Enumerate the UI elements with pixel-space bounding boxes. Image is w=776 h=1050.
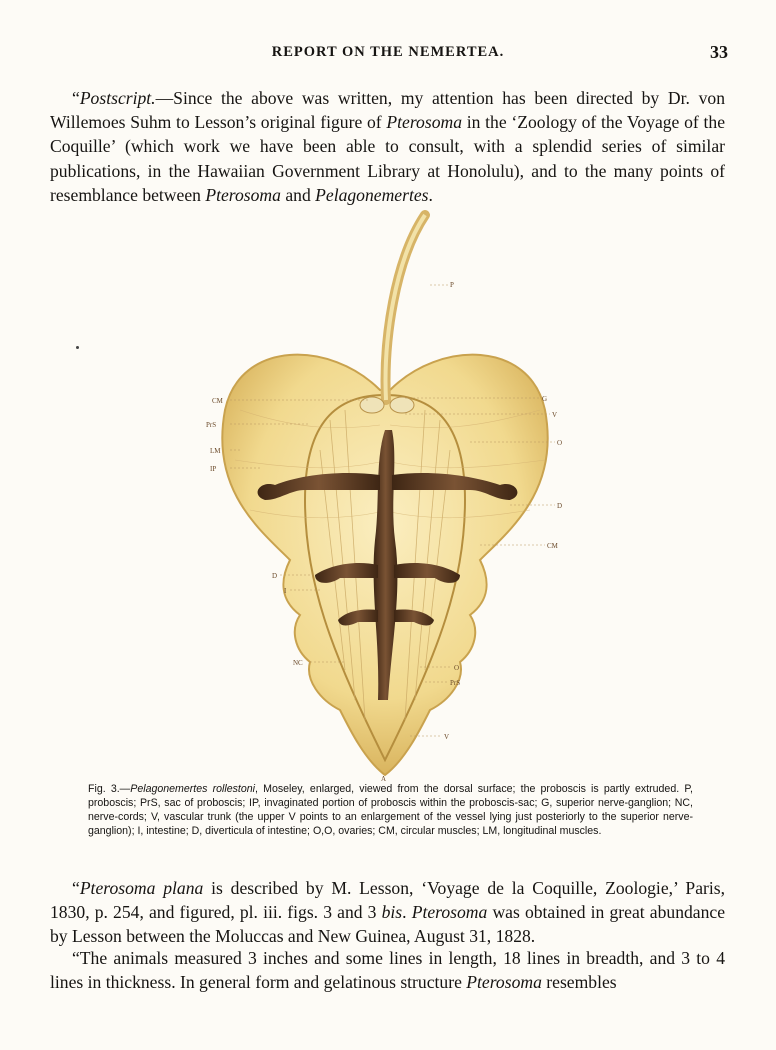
text-run-italic: Pelagonemertes <box>315 184 429 205</box>
label-p: P <box>450 281 454 289</box>
ganglion-right <box>390 397 414 413</box>
label-o: O <box>557 439 563 447</box>
label-d-left: D <box>272 572 278 580</box>
figure-illustration <box>180 200 600 790</box>
text-run: resembles <box>541 972 617 993</box>
printer-mark <box>76 346 79 349</box>
label-prs: PrS <box>206 421 217 429</box>
running-header <box>48 42 728 66</box>
text-run: is described by M. Lesson, ‘Voyage de la Coquille, Zoologie,’ Paris, 1830, p. 254, and figured, pl. iii. figs. 3 and 3 <box>50 878 725 923</box>
text-run: . <box>428 184 433 205</box>
label-cm-right: CM <box>547 542 558 550</box>
label-a: A <box>381 775 387 783</box>
label-o-lower: O <box>454 664 460 672</box>
postscript-paragraph <box>50 86 725 207</box>
text-run: was obtained in great abundance by Lesson between the Moluccas and New Guinea, August 31, 1828. <box>50 902 726 947</box>
ganglion-left <box>360 397 384 413</box>
text-run-italic: Pterosoma <box>466 972 542 993</box>
label-nc: NC <box>293 659 303 667</box>
text-run-italic: Pterosoma <box>205 184 281 205</box>
text-run-italic: Pterosoma <box>386 112 462 133</box>
text-run-italic: Pterosoma plana <box>79 878 204 898</box>
text-run: “ <box>72 88 80 108</box>
label-ip: IP <box>210 465 217 473</box>
label-lm: LM <box>210 447 221 455</box>
label-i: I <box>284 587 287 595</box>
label-cm: CM <box>212 397 223 405</box>
label-v: V <box>552 411 558 419</box>
lesson-paragraph <box>50 876 725 949</box>
label-g: G <box>542 395 548 403</box>
text-run: “The animals measured 3 inches and some lines in length, 18 lines in breadth, and 3 to 4 lines in thickness. In general form and gelatinous structure <box>50 948 725 993</box>
text-run-italic: Pterosoma <box>411 902 488 923</box>
label-d: D <box>557 502 563 510</box>
text-run: —Since the above was written, my attention has been directed by Dr. von Willemoes Suhm to Lesson’s original figure of <box>50 88 725 133</box>
text-run: “ <box>72 878 80 898</box>
text-run: . <box>402 902 412 923</box>
caption-figure-number: Fig. 3.— <box>88 783 131 795</box>
page-number: 33 <box>710 42 728 62</box>
text-run: in the ‘Zoology of the Voyage of the Coquille’ (which work we have been able to consult, with a splendid series of similar publications, in the Hawaiian Government Library at Honolulu), and to the many points of resemblance between <box>50 112 725 205</box>
text-run: and <box>280 184 316 205</box>
figure-caption <box>88 782 693 838</box>
label-prs-lower: PrS <box>450 679 461 687</box>
running-title: REPORT ON THE NEMERTEA. <box>271 44 505 60</box>
text-run-italic: bis <box>381 902 403 923</box>
measurements-paragraph <box>50 946 725 994</box>
text-run-italic: Postscript. <box>79 88 156 108</box>
label-v-lower: V <box>444 733 450 741</box>
caption-text: , Moseley, enlarged, viewed from the dorsal surface; the proboscis is partly extruded. P, proboscis; PrS, sac of proboscis; IP, invaginated portion of proboscis within the proboscis-sac; G, superior nerve-ganglion; NC, nerve-cords; V, vascular trunk (the upper V points to an enlargement of the vessel lying just posteriorly to the superior nerve-ganglion); I, intestine; D, diverticula of intestine; O,O, ovaries; CM, circular muscles; LM, longitudinal muscles. <box>88 783 693 837</box>
caption-species: Pelagonemertes rollestoni <box>130 783 256 795</box>
